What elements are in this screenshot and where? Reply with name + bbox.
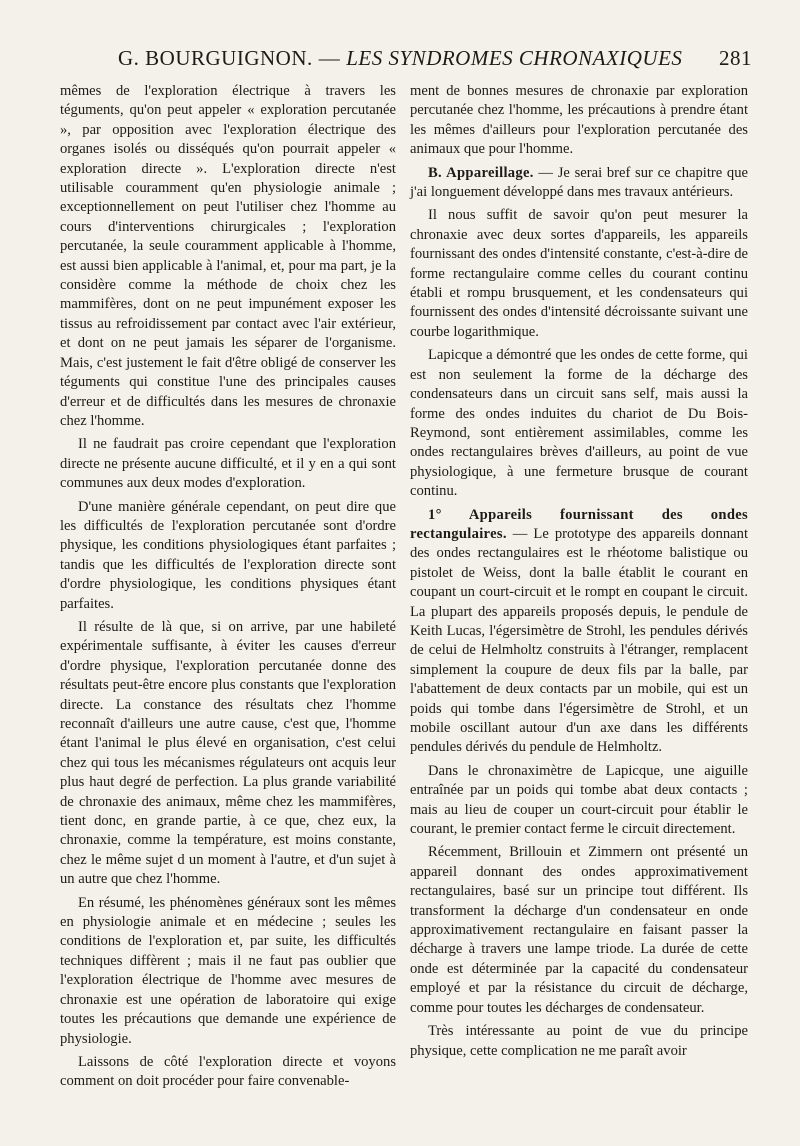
header-separator: — xyxy=(318,46,341,70)
paragraph: Lapicque a démontré que les ondes de cette forme, qui est non seulement la forme de la décharge des condensateurs dans un circuit sans self, mais aussi la forme des ondes induites du chariot de Du Bois-Reymond, sont entièrement assimilables, comme les ondes rectangulaires brèves d'ailleurs, au point de vue physiologique, à une fermeture brusque de courant continu. xyxy=(410,347,748,500)
running-title xyxy=(118,46,682,71)
paragraph: Récemment, Brillouin et Zimmern ont présenté un appareil donnant des ondes approximativement rectangulaires, basé sur un principe tout différent. Ils transforment la décharge d'un condensateur en onde approximativement rectangulaire en faisant passer la décharge à travers une lampe triode. La durée de cette onde est déterminée par la capacité du condensateur employé et par la résistance du circuit de décharge, comme pour toutes les décharges de condensateur. xyxy=(410,844,748,1016)
paragraph: Il nous suffit de savoir qu'on peut mesurer la chronaxie avec deux sortes d'appareils, les appareils fournissant des ondes d'intensité constante, c'est-à-dire de forme rectangulaire comme celles du courant continu établi et rompu brusquement, et les condensateurs qui fournissent des ondes d'intensité décroissante suivant une courbe logarithmique. xyxy=(410,207,748,340)
section-text: — Je serai bref sur ce chapitre que j'ai longuement développé dans mes travaux antérieurs. xyxy=(410,164,749,201)
paragraph: ment de bonnes mesures de chronaxie par exploration percutanée chez l'homme, les précautions à prendre étant les mêmes d'ailleurs pour l'exploration percutanée des animaux que pour l'homme. xyxy=(410,83,748,158)
section-heading: B. Appareillage. xyxy=(428,164,534,181)
running-header xyxy=(52,42,752,76)
paragraph: Très intéressante au point de vue du principe physique, cette complication ne me paraît avoir xyxy=(410,1023,748,1059)
paragraph: Dans le chronaximètre de Lapicque, une aiguille entraînée par un poids qui tombe abat deux contacts ; mais au lieu de couper un court-circuit pour établir le courant, le premier contact ferme le circuit directement. xyxy=(410,762,748,838)
paragraph: Laissons de côté l'exploration directe et voyons comment on doit procéder pour faire convenable- xyxy=(60,1053,396,1090)
paragraph-section-b xyxy=(410,164,748,203)
page-number: 281 xyxy=(719,46,752,70)
right-column xyxy=(410,82,748,1061)
subsection-heading: 1° Appareils fournissant des ondes rectangulaires. xyxy=(410,506,748,542)
subsection-text: — Le prototype des appareils donnant des ondes rectangulaires est le rhéotome balistique ou pistolet de Weiss, dont la balle établit le courant en coupant un court-circuit et le rompt en coupant le circuit. La plupart des appareils proposés depuis, le pendule de Keith Lucas, l'égersimètre de Strohl, les pendules dérivés de celui de Helmholtz construits à l'étranger, remplacent simplement la coupure de deux fils par la balle, par l'abattement de deux contacts par un mobile, qui est un poids qui tombe dans l'égersimètre de Strohl, et un mobile oscillant autour d'un axe dans les différents pendules dérivés du pendule de Helmholtz. xyxy=(410,525,748,756)
paragraph-subsection-1 xyxy=(410,506,748,758)
paragraph: En résumé, les phénomènes généraux sont les mêmes en physiologie animale et en médecine ; seules les conditions de l'exploration et, par suite, les difficultés techniques diffèrent ; mais il ne faut pas oublier que l'exploration électrique de l'homme avec mesures de chronaxie est une opération de laboratoire qui exige toutes les précautions que demande une expérience de physiologie. xyxy=(60,894,396,1047)
paragraph: Il résulte de là que, si on arrive, par une habileté expérimentale suffisante, à éviter les causes d'erreur d'ordre physique, l'exploration percutanée donne des résultats peut-être encore plus constants que l'exploration directe. La constance des résultats chez l'homme reconnaît d'ailleurs une autre cause, c'est que, l'homme étant l'animal le plus élevé en organisation, c'est celui chez qui tous les mécanismes régulateurs ont acquis leur plus haut degré de perfection. La plus grande variabilité de chronaxie des animaux, même chez les mammifères, tient donc, en grande partie, à ce que, chez eux, la chronaxie, comme la température, est moins constante, chez le même sujet d un moment à l'autre, et d'un sujet à un autre que chez l'homme. xyxy=(60,618,396,888)
paragraph: mêmes de l'exploration électrique à travers les téguments, qu'on peut appeler « exploration percutanée », par opposition avec l'exploration électrique des organes isolés ou disséqués qu'on pourrait appeler « exploration directe ». L'exploration directe n'est utilisable couramment qu'en physiologie animale ; exceptionnellement on peut l'utiliser chez l'homme au cours d'interventions chirurgicales ; l'exploration percutanée, la seule couramment applicable à l'homme, est aussi bien applicable à l'animal, et, pour ma part, je la considère comme la méthode de choix chez les mammifères, dont on ne peut impunément exposer les tissus au refroidissement par contact avec l'air extérieur, et dont on ne peut jamais les séparer de l'organisme. Mais, c'est justement le fait d'être obligé de conserver les téguments qui constitue l'une des principales causes d'erreur et de difficultés dans les mesures de chronaxie chez l'homme. xyxy=(60,83,396,429)
header-author: G. BOURGUIGNON. xyxy=(118,46,313,70)
paragraph: D'une manière générale cependant, on peut dire que les difficultés de l'exploration percutanée sont d'ordre physique, les conditions physiologiques étant parfaites ; tandis que les difficultés de l'exploration directe sont d'ordre physiologique, les conditions physiques étant parfaites. xyxy=(60,498,396,612)
header-title: LES SYNDROMES CHRONAXIQUES xyxy=(346,46,683,70)
left-column xyxy=(60,82,396,1092)
paragraph: Il ne faudrait pas croire cependant que l'exploration directe ne présente aucune difficulté, et il y en a qui sont communes aux deux modes d'exploration. xyxy=(60,436,396,492)
